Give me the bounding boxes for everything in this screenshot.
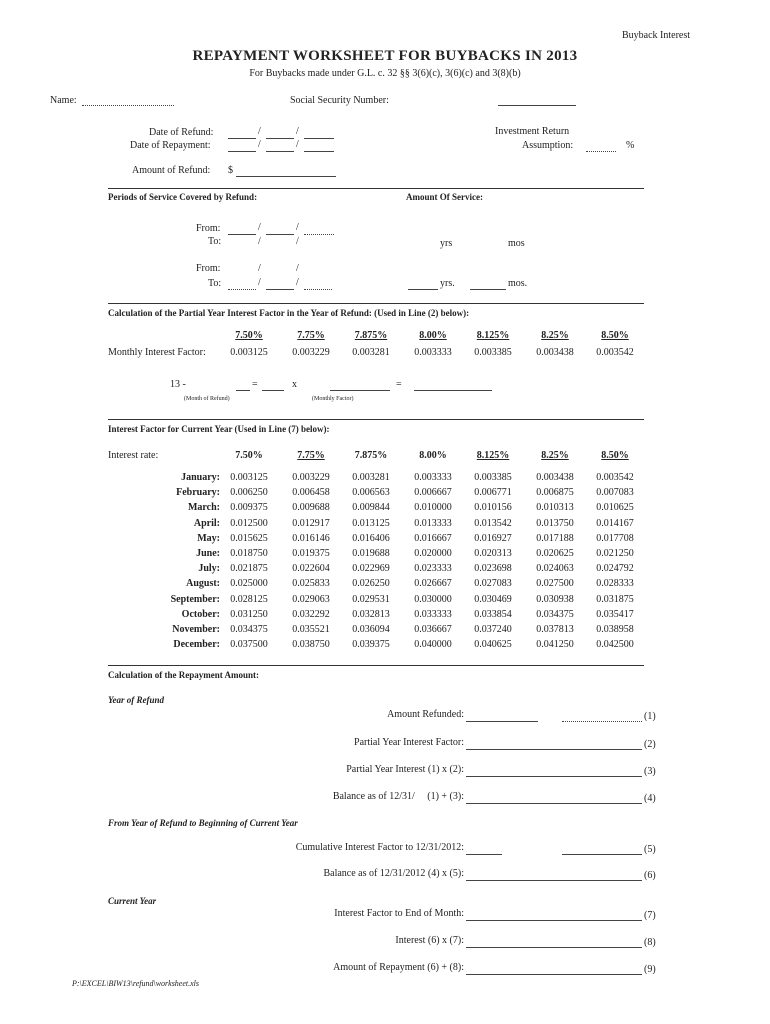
- factor-cell: 0.032813: [352, 608, 390, 620]
- periods-heading: Periods of Service Covered by Refund:: [108, 192, 258, 202]
- investment-return-label: Investment Return: [495, 126, 570, 137]
- month-of-refund-caption: (Month of Refund): [184, 396, 230, 402]
- slash: /: [296, 222, 299, 233]
- factor-cell: 0.007083: [596, 487, 634, 499]
- factor-cell: 0.014167: [596, 517, 634, 529]
- factor-cell: 0.017708: [596, 532, 634, 544]
- factor-cell: 0.033854: [474, 608, 512, 620]
- factor-cell: 0.038750: [292, 639, 330, 651]
- factor-cell: 0.006458: [292, 487, 330, 499]
- rate-header: 8.00%: [419, 330, 447, 341]
- slash: /: [296, 263, 299, 274]
- period1-from-month[interactable]: [228, 224, 256, 235]
- factor-cell: 0.003333: [414, 472, 452, 483]
- period2-to-year[interactable]: [304, 279, 332, 290]
- factor-cell: 0.003125: [230, 347, 268, 358]
- factor-cell: 0.006250: [230, 487, 268, 499]
- factor-cell: 0.020625: [536, 548, 574, 559]
- month-label: March:: [187, 502, 220, 514]
- line-3-field[interactable]: [466, 776, 642, 777]
- factor-cell: 0.003281: [352, 472, 390, 483]
- formula-13-minus: 13 -: [170, 379, 186, 390]
- factor-cell: 0.015625: [230, 532, 268, 544]
- factor-cell: 0.039375: [352, 639, 390, 651]
- rate-header: 8.25%: [541, 450, 569, 461]
- factor-cell: 0.009688: [292, 502, 330, 514]
- factor-cell: 0.034375: [230, 624, 268, 635]
- dollar-sign: $: [228, 165, 233, 176]
- ssn-label: Social Security Number:: [290, 95, 389, 106]
- document-type-label: Buyback Interest: [622, 30, 691, 41]
- month-row: [108, 487, 644, 501]
- line-5-label: Cumulative Interest Factor to 12/31/2012:: [295, 842, 464, 853]
- current-rate-row: [108, 450, 644, 464]
- factor-cell: 0.038958: [596, 624, 634, 635]
- factor-cell: 0.033333: [414, 608, 452, 620]
- slash: /: [258, 263, 261, 274]
- factor-cell: 0.012500: [230, 517, 268, 529]
- percent-sign: %: [626, 140, 635, 151]
- line-1-field-a[interactable]: [466, 721, 538, 722]
- factor-cell: 0.016667: [414, 532, 452, 544]
- line-7-number: (7): [644, 910, 656, 921]
- line-4-field[interactable]: [466, 803, 642, 804]
- month-row: [108, 624, 644, 638]
- years-unit: yrs.: [440, 278, 455, 289]
- line-2-number: (2): [644, 739, 656, 750]
- factor-cell: 0.018750: [230, 548, 268, 559]
- line-9-number: (9): [644, 964, 656, 975]
- line-6-field[interactable]: [466, 880, 642, 881]
- factor-cell: 0.019375: [292, 548, 330, 559]
- factor-cell: 0.013750: [536, 517, 574, 529]
- rate-header: 7.75%: [297, 330, 325, 341]
- factor-cell: 0.022604: [292, 563, 330, 575]
- from-label: From:: [196, 263, 221, 274]
- factor-cell: 0.003229: [292, 347, 330, 358]
- from-label: From:: [196, 223, 221, 234]
- factor-cell: 0.032292: [292, 608, 330, 620]
- section-year-of-refund: Year of Refund: [108, 695, 164, 705]
- month-label: May:: [197, 532, 220, 544]
- factor-cell: 0.016406: [352, 532, 390, 544]
- month-row: [108, 639, 644, 653]
- factor-cell: 0.009375: [230, 502, 268, 514]
- factor-cell: 0.022969: [352, 563, 390, 575]
- factor-cell: 0.037240: [474, 624, 512, 635]
- factor-cell: 0.028125: [230, 593, 268, 605]
- line-4-number: (4): [644, 793, 656, 804]
- refund-month-field[interactable]: [228, 128, 256, 139]
- repayment-month-field[interactable]: [228, 141, 256, 152]
- rate-header: 8.125%: [476, 450, 510, 461]
- factor-cell: 0.017188: [536, 532, 574, 544]
- factor-cell: 0.035417: [596, 608, 634, 620]
- factor-cell: 0.024063: [536, 563, 574, 575]
- month-row: [108, 563, 644, 577]
- month-label: September:: [170, 593, 220, 605]
- factor-cell: 0.020313: [474, 548, 512, 559]
- month-label: November:: [172, 624, 220, 635]
- line-7-label: Interest Factor to End of Month:: [334, 908, 464, 919]
- to-label: To:: [208, 278, 222, 289]
- factor-cell: 0.029531: [352, 593, 390, 605]
- partial-factor-result-field[interactable]: [414, 380, 492, 391]
- line-5-field-b[interactable]: [562, 854, 642, 855]
- date-of-repayment-label: Date of Repayment:: [130, 140, 211, 151]
- factor-cell: 0.010625: [596, 502, 634, 514]
- repayment-heading: Calculation of the Repayment Amount:: [108, 670, 259, 680]
- factor-cell: 0.006563: [352, 487, 390, 499]
- section-from-year-of-refund: From Year of Refund to Beginning of Current Year: [108, 818, 298, 828]
- line-4-label: Balance as of 12/31/ (1) + (3):: [332, 791, 464, 802]
- partial-rate-row: [108, 330, 644, 344]
- rate-header: 7.875%: [354, 330, 388, 341]
- month-row: [108, 548, 644, 562]
- period2-months-field[interactable]: [470, 279, 506, 290]
- rate-header: 7.75%: [297, 450, 325, 461]
- rate-header: 8.25%: [541, 330, 569, 341]
- factor-cell: 0.023698: [474, 563, 512, 575]
- factor-cell: 0.009844: [352, 502, 390, 514]
- period2-to-day[interactable]: [266, 279, 294, 290]
- line-5-number: (5): [644, 844, 656, 855]
- line-6-label: Balance as of 12/31/2012 (4) x (5):: [323, 868, 464, 879]
- factor-cell: 0.035521: [292, 624, 330, 635]
- line-2-field[interactable]: [466, 749, 642, 750]
- factor-cell: 0.006771: [474, 487, 512, 499]
- factor-cell: 0.003125: [230, 472, 268, 483]
- factor-cell: 0.040000: [414, 639, 452, 651]
- factor-cell: 0.029063: [292, 593, 330, 605]
- factor-cell: 0.010000: [414, 502, 452, 514]
- name-field[interactable]: [82, 95, 174, 106]
- period1-from-year[interactable]: [304, 224, 334, 235]
- monthly-factor-label: Monthly Interest Factor:: [108, 347, 206, 358]
- divider: [108, 665, 644, 666]
- section-current-year: Current Year: [108, 896, 157, 906]
- factor-cell: 0.027500: [536, 578, 574, 590]
- line-7-field[interactable]: [466, 920, 642, 921]
- factor-cell: 0.010313: [536, 502, 574, 514]
- equals-sign: =: [252, 379, 258, 390]
- factor-cell: 0.010156: [474, 502, 512, 514]
- partial-factor-row: [108, 347, 644, 361]
- factor-cell: 0.012917: [292, 517, 330, 529]
- month-row: [108, 472, 644, 486]
- line-5-field-a[interactable]: [466, 854, 502, 855]
- factor-cell: 0.003542: [596, 347, 634, 358]
- slash: /: [296, 277, 299, 288]
- line-9-label: Amount of Repayment (6) + (8):: [333, 962, 464, 973]
- factor-cell: 0.021875: [230, 563, 268, 575]
- date-of-refund-label: Date of Refund:: [149, 127, 214, 138]
- slash: /: [258, 222, 261, 233]
- factor-cell: 0.003385: [474, 472, 512, 483]
- rate-header: 8.50%: [601, 450, 629, 461]
- factor-cell: 0.021250: [596, 548, 634, 559]
- monthly-factor-caption: (Monthly Factor): [312, 396, 354, 402]
- factor-cell: 0.030469: [474, 593, 512, 605]
- repayment-day-field[interactable]: [266, 141, 294, 152]
- amount-of-refund-label: Amount of Refund:: [132, 165, 211, 176]
- month-label: July:: [198, 563, 220, 575]
- factor-cell: 0.013125: [352, 517, 390, 529]
- factor-cell: 0.028333: [596, 578, 634, 590]
- slash: /: [296, 139, 299, 150]
- month-label: October:: [181, 608, 220, 620]
- factor-cell: 0.041250: [536, 639, 574, 651]
- factor-cell: 0.037500: [230, 639, 268, 651]
- line-6-number: (6): [644, 870, 656, 881]
- month-row: [108, 594, 644, 608]
- divider: [108, 303, 644, 304]
- factor-cell: 0.031250: [230, 608, 268, 620]
- factor-cell: 0.016146: [292, 532, 330, 544]
- rate-header: 7.50%: [235, 330, 263, 341]
- page-title: REPAYMENT WORKSHEET FOR BUYBACKS IN 2013: [192, 48, 578, 64]
- partial-factor-heading: Calculation of the Partial Year Interest Factor in the Year of Refund: (Used in Line (2) below):: [108, 308, 470, 318]
- month-label: August:: [186, 578, 220, 590]
- years-unit: yrs: [440, 238, 453, 249]
- factor-cell: 0.003385: [474, 347, 512, 358]
- rate-header: 8.125%: [476, 330, 510, 341]
- ssn-field[interactable]: [498, 95, 576, 106]
- factor-cell: 0.031875: [596, 593, 634, 605]
- refund-day-field[interactable]: [266, 128, 294, 139]
- factor-cell: 0.019688: [352, 548, 390, 559]
- factor-cell: 0.024792: [596, 563, 634, 575]
- factor-cell: 0.020000: [414, 548, 452, 559]
- slash: /: [258, 126, 261, 137]
- name-label: Name:: [50, 95, 77, 106]
- months-unit: mos: [508, 238, 525, 249]
- period1-from-day[interactable]: [266, 224, 294, 235]
- factor-cell: 0.030000: [414, 593, 452, 605]
- line-8-label: Interest (6) x (7):: [395, 935, 464, 946]
- repayment-year-field[interactable]: [304, 141, 334, 152]
- month-row: [108, 609, 644, 623]
- factor-cell: 0.030938: [536, 593, 574, 605]
- factor-cell: 0.037813: [536, 624, 574, 635]
- divider: [108, 188, 644, 189]
- month-label: January:: [181, 472, 220, 483]
- factor-cell: 0.025833: [292, 578, 330, 590]
- line-3-label: Partial Year Interest (1) x (2):: [346, 764, 464, 775]
- slash: /: [296, 126, 299, 137]
- line-9-field[interactable]: [466, 974, 642, 975]
- line-8-field[interactable]: [466, 947, 642, 948]
- refund-year-field[interactable]: [304, 128, 334, 139]
- factor-cell: 0.036094: [352, 624, 390, 635]
- factor-cell: 0.023333: [414, 563, 452, 575]
- months-unit: mos.: [508, 278, 528, 289]
- factor-cell: 0.003333: [414, 347, 452, 358]
- factor-cell: 0.006667: [414, 487, 452, 499]
- assumption-label: Assumption:: [522, 140, 574, 151]
- slash: /: [258, 277, 261, 288]
- period2-years-field[interactable]: [408, 279, 438, 290]
- rate-header: 7.875%: [354, 450, 388, 461]
- period2-to-month[interactable]: [228, 279, 256, 290]
- interest-rate-label: Interest rate:: [108, 450, 159, 461]
- month-label: February:: [176, 487, 220, 499]
- slash: /: [258, 139, 261, 150]
- factor-cell: 0.025000: [230, 578, 268, 590]
- slash: /: [258, 236, 261, 247]
- line-1-number: (1): [644, 711, 656, 722]
- times-sign: x: [292, 379, 297, 390]
- amount-of-service-heading: Amount Of Service:: [406, 192, 483, 202]
- rate-header: 8.50%: [601, 330, 629, 341]
- month-label: April:: [193, 517, 220, 529]
- factor-cell: 0.026667: [414, 578, 452, 590]
- month-row: [108, 578, 644, 592]
- factor-cell: 0.003281: [352, 347, 390, 358]
- slash: /: [296, 236, 299, 247]
- factor-cell: 0.027083: [474, 578, 512, 590]
- factor-cell: 0.040625: [474, 639, 512, 651]
- factor-cell: 0.042500: [596, 639, 634, 651]
- line-3-number: (3): [644, 766, 656, 777]
- amount-of-refund-field[interactable]: [236, 166, 336, 177]
- line-2-label: Partial Year Interest Factor:: [354, 737, 464, 748]
- assumption-field[interactable]: [586, 141, 616, 152]
- month-row: [108, 502, 644, 516]
- factor-cell: 0.013542: [474, 517, 512, 529]
- factor-cell: 0.006875: [536, 487, 574, 499]
- month-label: June:: [196, 548, 220, 559]
- rate-header: 8.00%: [419, 450, 447, 461]
- factor-cell: 0.036667: [414, 624, 452, 635]
- line-1-label: Amount Refunded:: [387, 709, 464, 720]
- monthly-factor-field[interactable]: [330, 380, 390, 391]
- page-subtitle: For Buybacks made under G.L. c. 32 §§ 3(6)(c), 3(6)(c) and 3(8)(b): [249, 68, 521, 79]
- month-row: [108, 518, 644, 532]
- line-8-number: (8): [644, 937, 656, 948]
- equals-sign: =: [396, 379, 402, 390]
- factor-cell: 0.026250: [352, 578, 390, 590]
- factor-cell: 0.003229: [292, 472, 330, 483]
- file-path-footer: P:\EXCEL\BIW13\refund\worksheet.xls: [72, 979, 200, 988]
- month-row: [108, 533, 644, 547]
- factor-cell: 0.003438: [536, 472, 574, 483]
- factor-cell: 0.003438: [536, 347, 574, 358]
- line-1-field-b[interactable]: [562, 721, 642, 722]
- factor-cell: 0.034375: [536, 608, 574, 620]
- month-label: December:: [173, 639, 220, 651]
- months-remaining-field[interactable]: [262, 380, 284, 391]
- to-label: To:: [208, 236, 222, 247]
- rate-header: 7.50%: [235, 450, 263, 461]
- factor-cell: 0.013333: [414, 517, 452, 529]
- month-of-refund-field[interactable]: [236, 380, 250, 391]
- current-year-heading: Interest Factor for Current Year (Used in Line (7) below):: [108, 424, 330, 434]
- divider: [108, 419, 644, 420]
- factor-cell: 0.016927: [474, 532, 512, 544]
- factor-cell: 0.003542: [596, 472, 634, 483]
